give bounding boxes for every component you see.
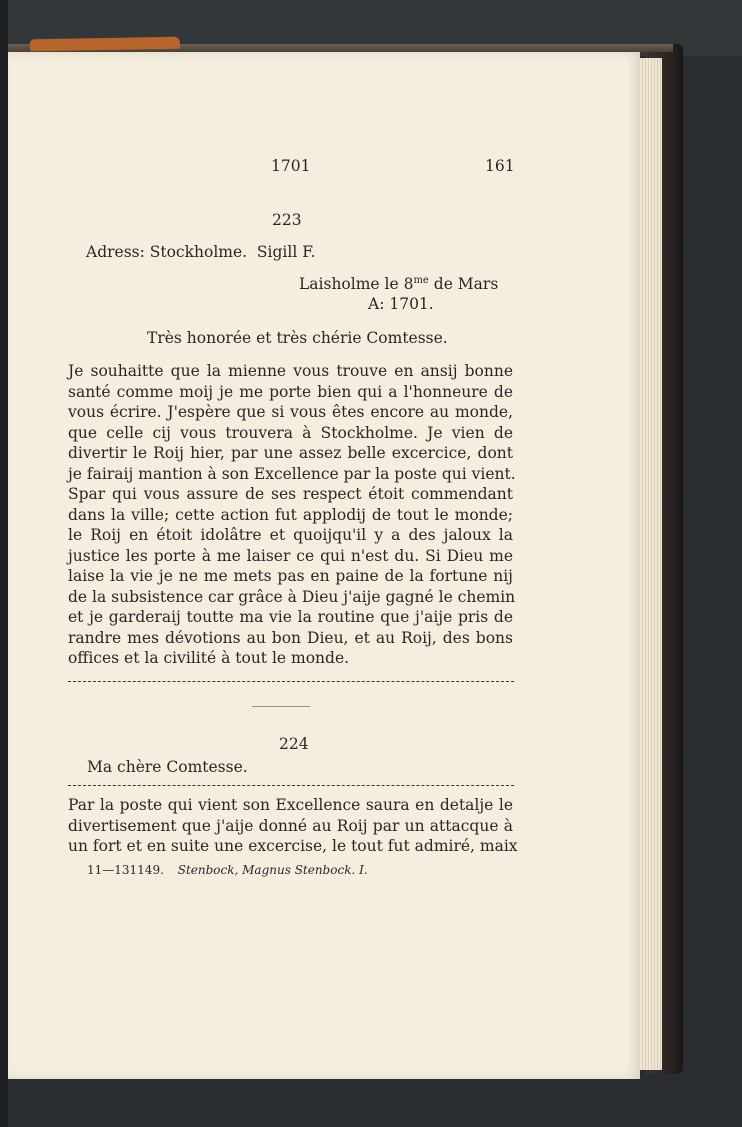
background-left <box>0 0 8 1127</box>
letter-number: 224 <box>279 735 309 753</box>
page-number: 161 <box>485 157 515 175</box>
body-line: le Roij en étoit idolâtre et quoijqu'il y a des jaloux la <box>68 526 513 544</box>
signature-number: 11—131149. <box>87 863 164 877</box>
running-head-year: 1701 <box>271 157 311 175</box>
place-date-suffix: de Mars <box>428 275 499 293</box>
body-line: Spar qui vous assure de ses respect étoit commendant <box>68 485 513 503</box>
salutation: Ma chère Comtesse. <box>87 758 248 776</box>
omission-rule <box>68 785 514 786</box>
body-line: Je souhaitte que la mienne vous trouve en ansij bonne <box>68 362 513 380</box>
place-date-superscript: me <box>413 275 429 286</box>
signature-mark <box>87 862 368 878</box>
page-edges <box>640 58 662 1070</box>
body-line-last: offices et la civilité à tout le monde. <box>68 649 350 667</box>
body-line: divertir le Roij hier, par une assez belle excercice, dont <box>68 444 513 462</box>
address-line: Adress: Stockholme. Sigill F. <box>86 243 316 261</box>
place-date-prefix: Laisholme le 8 <box>299 275 414 293</box>
letter-number: 223 <box>272 211 302 229</box>
section-divider <box>252 706 310 707</box>
body-line: randre mes dévotions au bon Dieu, et au Roij, des bons <box>68 629 513 647</box>
year-line: A: 1701. <box>368 295 434 313</box>
body-line: que celle cij vous trouvera à Stockholme. Je vien de <box>68 424 513 442</box>
signature-title: Stenbock, Magnus Stenbock. I. <box>177 863 368 877</box>
body-line: et je garderaij toutte ma vie la routine que j'aije pris de <box>68 608 513 626</box>
body-line: divertisement que j'aije donné au Roij par un attacque à <box>68 817 513 835</box>
salutation: Très honorée et très chérie Comtesse. <box>147 329 448 347</box>
body-line: dans la ville; cette action fut applodij de tout le monde; <box>68 506 513 524</box>
omission-rule <box>68 681 514 682</box>
body-line: justice les porte à me laiser ce qui n'est du. Si Dieu me <box>68 547 513 565</box>
body-line: santé comme moij je me porte bien qui a l'honneure de <box>68 383 513 401</box>
body-line: de la subsistence car grâce à Dieu j'aije gagné le chemin <box>68 588 516 606</box>
body-line: laise la vie je ne me mets pas en paine de la fortune nij <box>68 567 513 585</box>
body-line: Par la poste qui vient son Excellence saura en detalje le <box>68 796 513 814</box>
body-line: je fairaij mantion à son Excellence par la poste qui vient. <box>68 465 516 483</box>
body-line: un fort et en suite une excercise, le tout fut admiré, maix <box>68 837 518 855</box>
body-line: vous écrire. J'espère que si vous êtes encore au monde, <box>68 403 513 421</box>
